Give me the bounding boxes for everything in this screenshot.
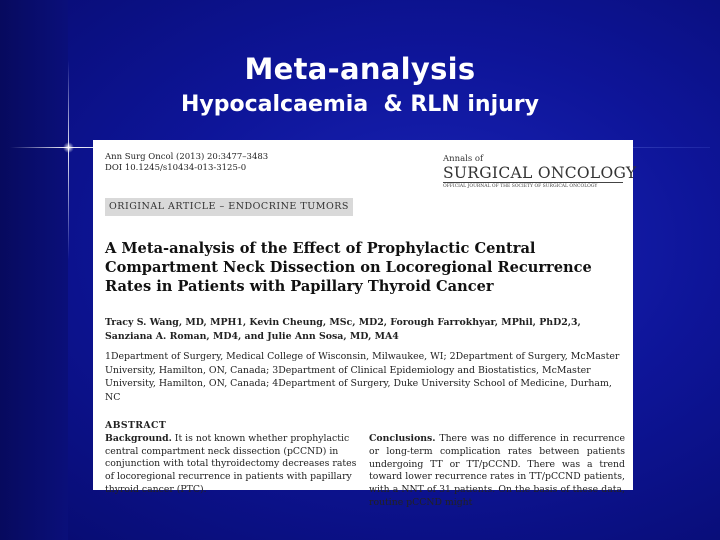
journal-logo: [443, 154, 637, 189]
abstract-heading: ABSTRACT: [105, 420, 167, 431]
paper-affiliations: 1Department of Surgery, Medical College of Wisconsin, Milwaukee, WI; 2Department of Surgery, McMaster University, Hamilton, ON, Canada; 3Department of Clinical Epidemiology and Biostatistics, McMaster University, Hamilton, ON, Canada; 4Department of Surgery, Duke University School of Medicine, Durham, NC: [105, 351, 620, 403]
conclusions-text: There was no difference in recurrence or long-term complication rates between patients undergoing TT or TT/pCCND. There was a trend toward lower recurrence rates in TT/pCCND patients, with a NNT of 31 patients. On the basis of these data, routine pCCND might: [369, 433, 625, 508]
journal-name: SURGICAL ONCOLOGY: [443, 164, 637, 182]
light-flare-star-icon: [63, 142, 74, 153]
citation-line-1: Ann Surg Oncol (2013) 20:3477–3483: [105, 152, 269, 162]
background-text: It is not known whether prophylactic central compartment neck dissection (pCCND) in conjunction with total thyroidectomy decreases rates of locoregional recurrence in patients with papillary thyroid cancer (PTC).: [105, 432, 357, 495]
abstract-column: [105, 420, 361, 497]
citation-line-2: DOI 10.1245/s10434-013-3125-0: [105, 163, 247, 173]
journal-annals: Annals of: [443, 154, 484, 164]
vertical-light-flare: [68, 60, 69, 260]
abstract-background: [105, 433, 361, 497]
conclusions-column: [369, 433, 625, 510]
slide-title: Meta-analysis: [244, 52, 476, 86]
paper-image: [93, 140, 637, 508]
paper-citation: [105, 152, 268, 174]
journal-subtitle: OFFICIAL JOURNAL OF THE SOCIETY OF SURGICAL ONCOLOGY: [443, 184, 598, 189]
conclusions-label: Conclusions.: [369, 433, 436, 444]
paper-title: A Meta-analysis of the Effect of Prophylactic Central Compartment Neck Dissection on Locoregional Recurrence Rates in Patients with Papillary Thyroid Cancer: [105, 240, 592, 295]
background-label: Background.: [105, 432, 172, 444]
slide-subtitle: Hypocalcaemia & RLN injury: [181, 92, 539, 117]
paper-authors: Tracy S. Wang, MD, MPH1, Kevin Cheung, MSc, MD2, Forough Farrokhyar, MPhil, PhD2,3, Sanziana A. Roman, MD4, and Julie Ann Sosa, MD, MA4: [105, 317, 581, 342]
article-type-banner: ORIGINAL ARTICLE – ENDOCRINE TUMORS: [105, 198, 353, 216]
